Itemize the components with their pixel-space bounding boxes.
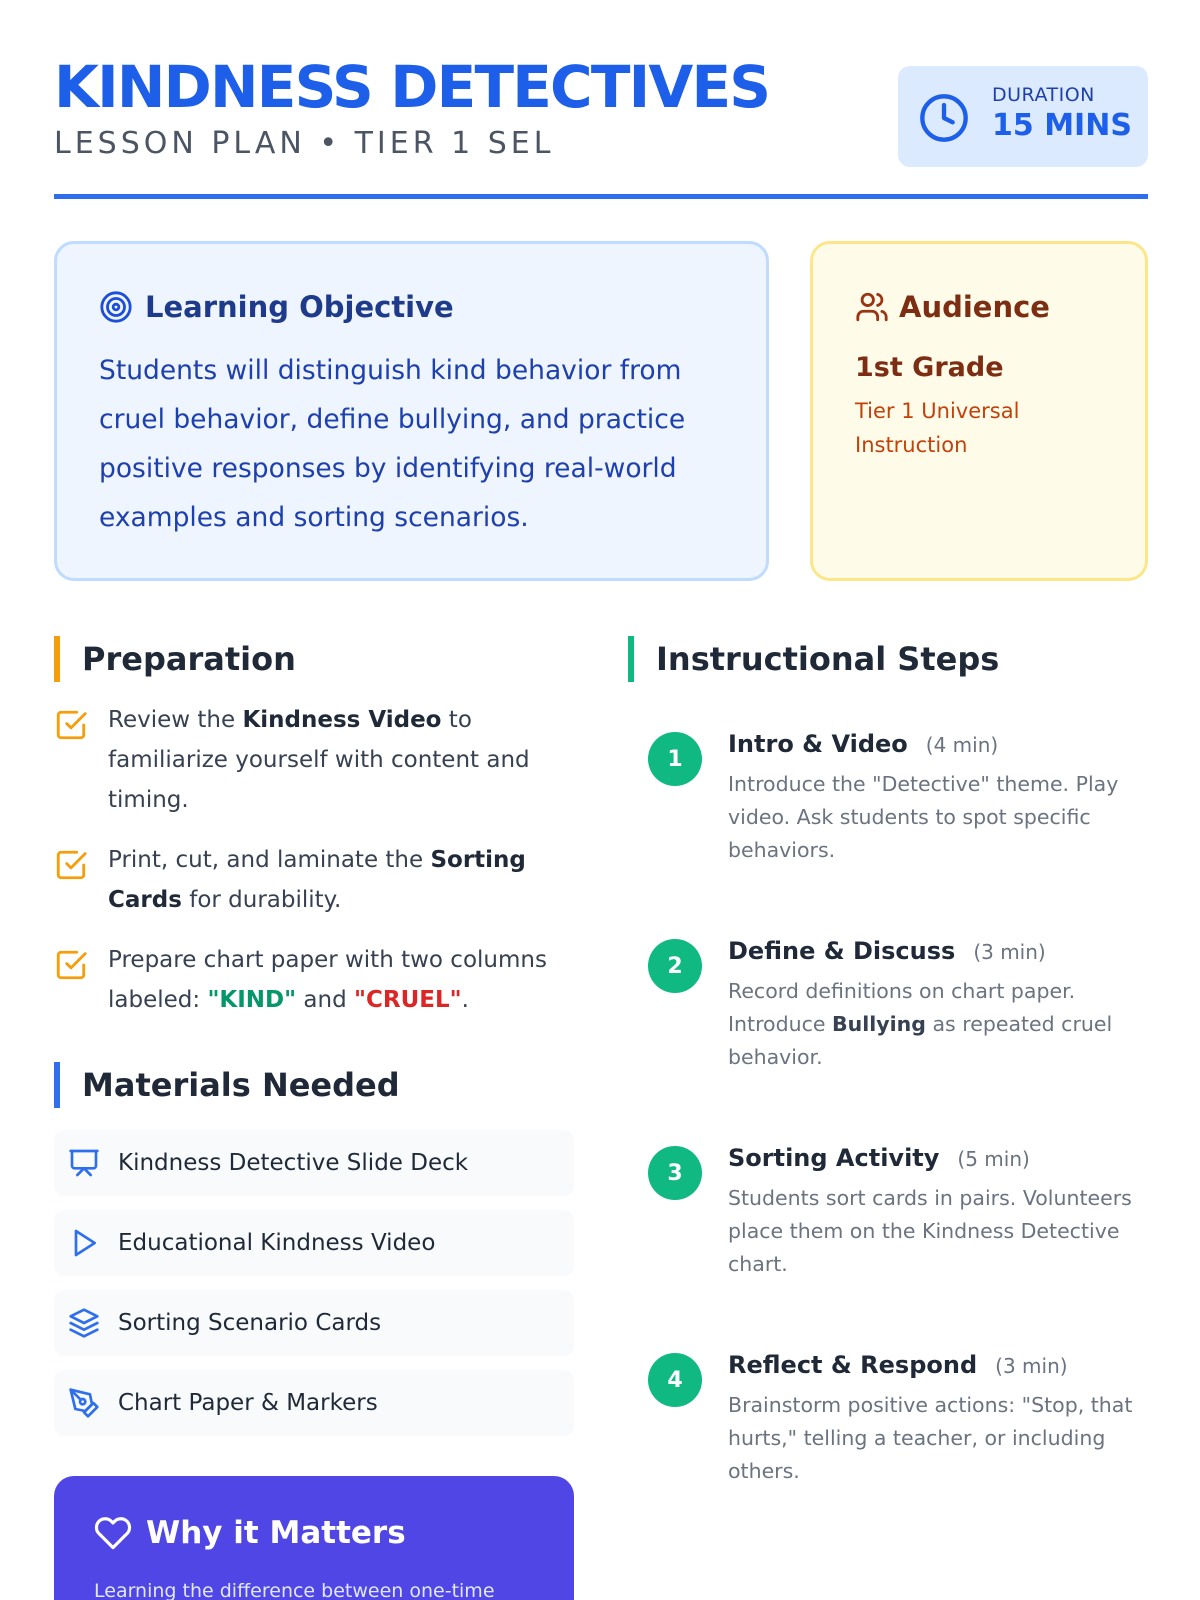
materials-heading xyxy=(54,1062,400,1108)
materials-title: Materials Needed xyxy=(82,1066,400,1104)
step-title-row xyxy=(728,730,998,758)
preparation-text: . xyxy=(461,987,469,1013)
step-time: (3 min) xyxy=(995,1354,1068,1378)
duration-value: 15 MINS xyxy=(992,108,1132,143)
learning-objective-heading xyxy=(99,290,454,324)
preparation-item xyxy=(54,840,574,920)
why-it-matters-heading xyxy=(94,1514,406,1552)
duration-badge xyxy=(898,66,1148,167)
audience-card xyxy=(810,241,1148,581)
page-title: KINDNESS DETECTIVES xyxy=(54,53,770,121)
preparation-accent-bar xyxy=(54,636,60,682)
preparation-bold-text: Sorting Cards xyxy=(108,847,526,913)
target-icon xyxy=(99,290,133,324)
preparation-item xyxy=(54,940,574,1020)
users-icon xyxy=(855,290,889,324)
material-item xyxy=(54,1290,574,1356)
audience-title: Audience xyxy=(899,290,1050,324)
audience-grade: 1st Grade xyxy=(855,352,1004,383)
learning-objective-card xyxy=(54,241,769,581)
preparation-title: Preparation xyxy=(82,640,296,678)
step-name: Sorting Activity xyxy=(728,1144,940,1172)
why-it-matters-card xyxy=(54,1476,574,1600)
step-title-row xyxy=(728,1351,1068,1379)
step-time: (3 min) xyxy=(973,940,1046,964)
step-title-row xyxy=(728,1144,1030,1172)
audience-tier: Tier 1 Universal Instruction xyxy=(855,399,1020,457)
pen-tool-icon xyxy=(68,1387,100,1419)
materials-accent-bar xyxy=(54,1062,60,1108)
step-description-text: as repeated cruel behavior. xyxy=(728,1012,1113,1069)
step-description-bold: Bullying xyxy=(832,1012,926,1036)
preparation-text: for durability. xyxy=(181,887,342,913)
material-item xyxy=(54,1130,574,1196)
materials-list xyxy=(54,1130,574,1450)
header-divider xyxy=(54,194,1148,199)
material-label: Educational Kindness Video xyxy=(118,1230,436,1256)
step-description: Brainstorm positive actions: "Stop, that hurts," telling a teacher, or including others. xyxy=(728,1393,1133,1483)
step-name: Intro & Video xyxy=(728,730,908,758)
clock-icon xyxy=(918,92,970,144)
step-number-badge: 4 xyxy=(648,1353,702,1407)
preparation-list xyxy=(54,700,574,1040)
layers-icon xyxy=(68,1307,100,1339)
preparation-text: Print, cut, and laminate the xyxy=(108,847,431,873)
why-it-matters-text: Learning the difference between one-time xyxy=(94,1580,495,1600)
presentation-icon xyxy=(68,1147,100,1179)
why-it-matters-title: Why it Matters xyxy=(146,1515,406,1551)
cruel-label: "CRUEL" xyxy=(354,987,462,1013)
step-description: Students sort cards in pairs. Volunteers place them on the Kindness Detective chart. xyxy=(728,1186,1132,1276)
preparation-text: and xyxy=(296,987,355,1013)
step-number-badge: 2 xyxy=(648,939,702,993)
step-description xyxy=(728,975,1148,1074)
kind-label: "KIND" xyxy=(207,987,297,1013)
check-square-icon xyxy=(54,708,88,742)
heart-icon xyxy=(94,1514,132,1552)
step-time: (5 min) xyxy=(957,1147,1030,1171)
learning-objective-text: Students will distinguish kind behavior from cruel behavior, define bullying, and practice positive responses by identifying real-world examples and sorting scenarios. xyxy=(99,355,686,533)
learning-objective-title: Learning Objective xyxy=(145,290,454,324)
page-subtitle: LESSON PLAN • TIER 1 SEL xyxy=(54,126,555,161)
material-label: Kindness Detective Slide Deck xyxy=(118,1150,469,1176)
step-title-row xyxy=(728,937,1046,965)
step-number-badge: 3 xyxy=(648,1146,702,1200)
step-description-text: Record definitions on chart paper. Introduce xyxy=(728,979,1076,1036)
steps-title: Instructional Steps xyxy=(656,640,1000,678)
preparation-text: Review the xyxy=(108,707,243,733)
duration-label: DURATION xyxy=(992,84,1095,106)
play-icon xyxy=(68,1227,100,1259)
step-number-badge: 1 xyxy=(648,732,702,786)
preparation-text: to familiarize yourself with content and timing. xyxy=(108,707,530,813)
step-name: Reflect & Respond xyxy=(728,1351,978,1379)
step-time: (4 min) xyxy=(925,733,999,757)
preparation-item xyxy=(54,700,574,820)
audience-heading xyxy=(855,290,1050,324)
preparation-text: Prepare chart paper with two columns labeled: xyxy=(108,947,547,1013)
preparation-heading xyxy=(54,636,296,682)
step-name: Define & Discuss xyxy=(728,937,956,965)
preparation-bold-text: Kindness Video xyxy=(242,707,442,733)
material-item xyxy=(54,1370,574,1436)
steps-accent-bar xyxy=(628,636,634,682)
material-label: Sorting Scenario Cards xyxy=(118,1310,382,1336)
check-square-icon xyxy=(54,848,88,882)
material-label: Chart Paper & Markers xyxy=(118,1390,378,1416)
material-item xyxy=(54,1210,574,1276)
check-square-icon xyxy=(54,948,88,982)
steps-heading xyxy=(628,636,999,682)
step-description: Introduce the "Detective" theme. Play video. Ask students to spot specific behaviors. xyxy=(728,772,1119,862)
